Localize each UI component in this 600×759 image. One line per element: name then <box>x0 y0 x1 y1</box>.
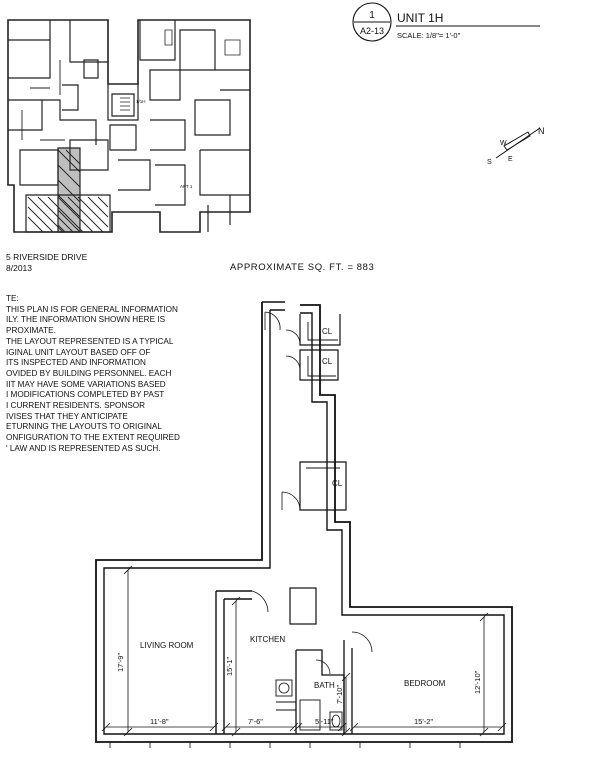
note-line: THIS PLAN IS FOR GENERAL INFORMATION <box>6 304 178 314</box>
dimension-lines <box>102 566 506 736</box>
approx-sq-ft: APPROXIMATE SQ. FT. = 883 <box>230 262 375 273</box>
note-line: OVIDED BY BUILDING PERSONNEL. EACH <box>6 368 172 378</box>
dim-bedroom-width: 15'-2" <box>414 717 434 726</box>
note-line: I MODIFICATIONS COMPLETED BY PAST <box>6 390 165 400</box>
closet-label-3: CL <box>332 479 343 488</box>
building-address: 5 RIVERSIDE DRIVE <box>6 252 88 262</box>
keyplan-label-b: APT 1 <box>180 184 193 189</box>
note-line: IVISES THAT THEY ANTICIPATE <box>6 411 128 421</box>
kitchen-label: KITCHEN <box>250 635 286 644</box>
note-line: I CURRENT RESIDENTS. SPONSOR <box>6 401 146 411</box>
dim-bath-width: 5'-11" <box>315 717 334 726</box>
note-line: PROXIMATE. <box>6 326 56 336</box>
note-line: ETURNING THE LAYOUTS TO ORIGINAL <box>6 422 162 432</box>
bath-label: BATH <box>314 681 335 690</box>
dim-living-height: 17'-9" <box>116 652 125 672</box>
note-line: ILY. THE INFORMATION SHOWN HERE IS <box>6 315 166 325</box>
closet-label-1: CL <box>322 327 333 336</box>
sheet-ref: A2-13 <box>359 26 385 36</box>
dim-bedroom-height: 12'-10" <box>473 670 482 694</box>
note-line: TE: <box>6 294 19 303</box>
unit-number: 1 <box>369 10 375 21</box>
note-line: IIT MAY HAVE SOME VARIATIONS BASED <box>6 379 166 389</box>
compass-n: N <box>538 126 545 136</box>
dim-kitchen-width: 7'-6" <box>248 717 263 726</box>
compass-e: E <box>508 156 513 163</box>
note-line: ' LAW AND IS REPRESENTED AS SUCH. <box>6 443 161 453</box>
dim-bath-height: 7'-10" <box>335 684 344 704</box>
living-room-label: LIVING ROOM <box>140 641 194 650</box>
north-arrow-icon <box>487 126 545 166</box>
dim-kitchen-height: 15'-1" <box>225 656 234 676</box>
note-line: ITS INSPECTED AND INFORMATION <box>6 358 146 368</box>
dim-living-width: 11'-8" <box>150 717 169 726</box>
compass-s: S <box>487 159 492 166</box>
note-line: IGINAL UNIT LAYOUT BASED OFF OF <box>6 347 151 357</box>
bedroom-label: BEDROOM <box>404 679 446 688</box>
note-line: ONFIGURATION TO THE EXTENT REQUIRED <box>6 433 180 443</box>
plan-date: 8/2013 <box>6 263 32 273</box>
key-plan <box>8 20 250 232</box>
general-note <box>6 294 211 455</box>
closet-label-2: CL <box>322 357 333 366</box>
title-block <box>353 3 540 41</box>
scale-text: SCALE: 1/8"= 1'-0" <box>397 31 461 40</box>
compass-w: W <box>500 140 507 147</box>
unit-title: UNIT 1H <box>397 11 444 25</box>
keyplan-label-a: 1/1H <box>136 99 146 104</box>
note-line: THE LAYOUT REPRESENTED IS A TYPICAL <box>6 336 174 346</box>
